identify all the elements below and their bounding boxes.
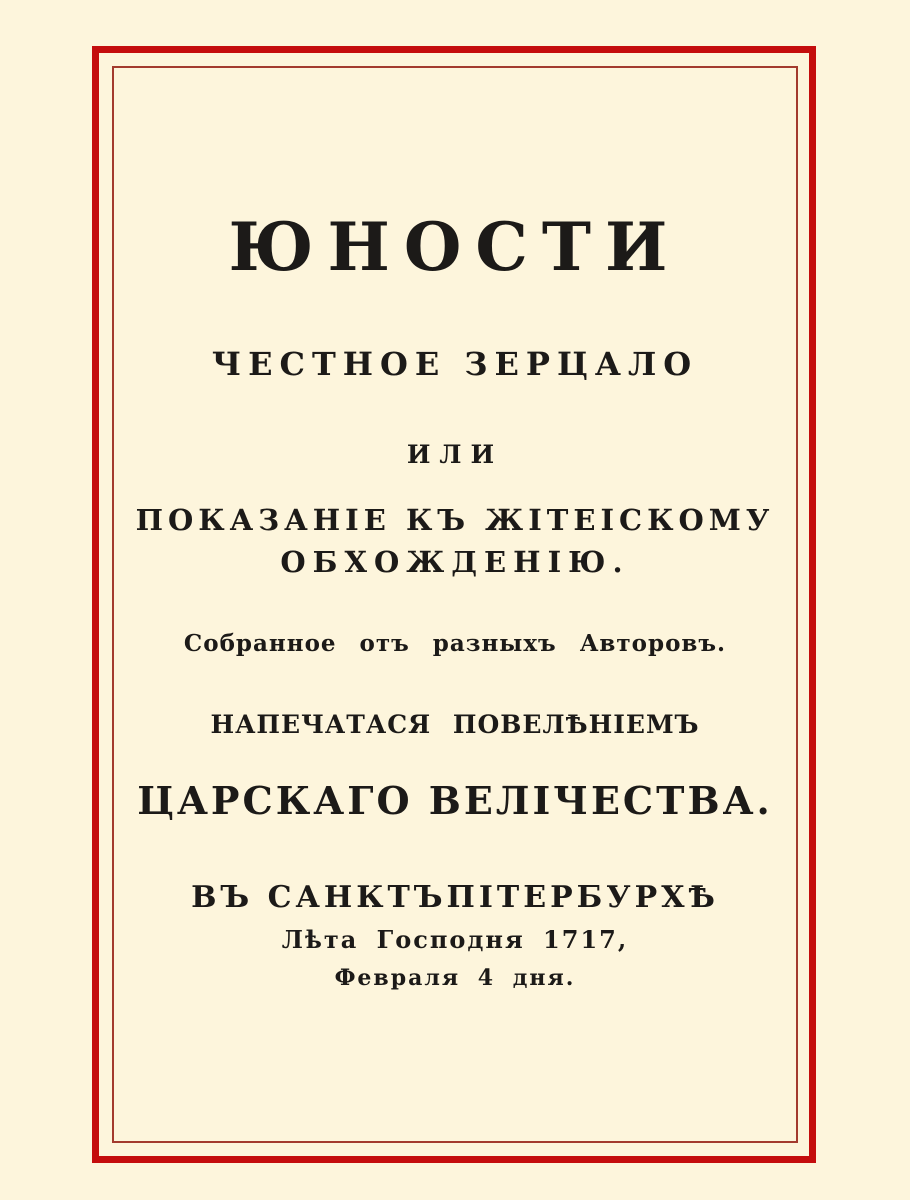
year-of-printing: Лѣта Господня 1717, <box>281 925 629 954</box>
description-line-2: ОБХОЖДЕНІЮ. <box>280 545 630 579</box>
place-of-printing: ВЪ САНКТЪПІТЕРБУРХѢ <box>191 880 719 915</box>
description-line-1: ПОКАЗАНІЕ КЪ ЖІТЕІСКОМУ <box>135 503 775 537</box>
date-of-printing: Февраля 4 дня. <box>334 965 576 991</box>
printed-by: НАПЕЧАТАСЯ ПОВЕЛѢНІЕМЪ <box>210 710 700 739</box>
conjunction: ИЛИ <box>406 440 504 469</box>
book-title: ЮНОСТИ <box>228 208 682 286</box>
book-subtitle: ЧЕСТНОЕ ЗЕРЦАЛО <box>211 345 699 383</box>
authority: ЦАРСКАГО ВЕЛІЧЕСТВА. <box>137 778 773 823</box>
compiled-note: Собранное отъ разныхъ Авторовъ. <box>183 630 727 657</box>
